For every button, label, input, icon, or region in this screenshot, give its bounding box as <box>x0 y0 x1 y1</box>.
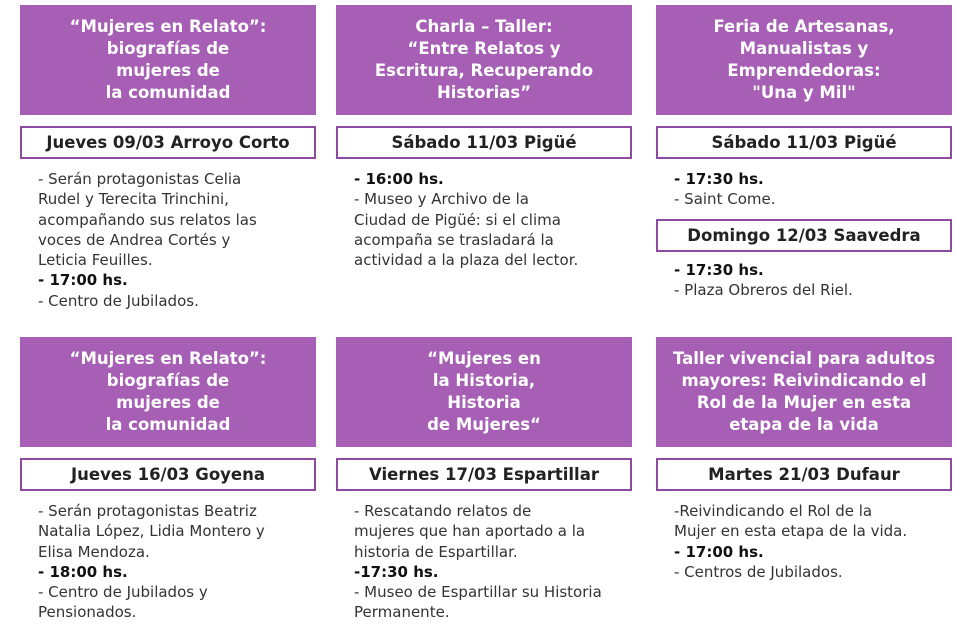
detail-line: - Serán protagonistas Celia <box>38 170 242 188</box>
detail-line: acompañando sus relatos las <box>38 210 257 229</box>
title-line: mayores: Reivindicando el <box>681 371 927 390</box>
event-title <box>336 5 632 115</box>
title-line: Feria de Artesanas, <box>713 17 895 36</box>
title-line: “Entre Relatos y <box>407 39 561 58</box>
event-date: Jueves 09/03 Arroyo Corto <box>20 126 316 159</box>
detail-line: Elisa Mendoza. <box>38 542 150 561</box>
title-line: “Mujeres en Relato”: <box>69 349 267 368</box>
detail-line: Leticia Feuilles. <box>38 251 153 270</box>
title-line: Rol de la Mujer en esta <box>696 393 912 412</box>
event-location: - Centro de Jubilados y <box>38 583 208 602</box>
event-card-1 <box>20 5 316 311</box>
detail-line: actividad a la plaza del lector. <box>354 251 579 270</box>
event-card-2 <box>336 5 632 270</box>
event-time: - 16:00 hs. <box>354 170 444 188</box>
event-title <box>20 5 316 115</box>
event-details <box>336 159 632 270</box>
event-date: Martes 21/03 Dufaur <box>656 458 952 491</box>
event-location: - Saint Come. <box>674 190 776 209</box>
event-date-2: Domingo 12/03 Saavedra <box>656 219 952 252</box>
event-location: - Centro de Jubilados. <box>38 291 199 310</box>
detail-line: -Reivindicando el Rol de la <box>674 502 873 520</box>
event-date: Viernes 17/03 Espartillar <box>336 458 632 491</box>
detail-line: voces de Andrea Cortés y <box>38 230 231 249</box>
event-title <box>20 337 316 447</box>
event-title <box>336 337 632 447</box>
title-line: Emprendedoras: <box>727 61 881 80</box>
event-date: Jueves 16/03 Goyena <box>20 458 316 491</box>
title-line: la comunidad <box>105 415 231 434</box>
title-line: la comunidad <box>105 83 231 102</box>
detail-line: Ciudad de Pigüé: si el clima <box>354 210 561 229</box>
event-location: - Plaza Obreros del Riel. <box>674 280 853 299</box>
title-line: biografías de <box>106 371 230 390</box>
event-time: - 17:00 hs. <box>38 271 128 290</box>
event-card-4 <box>20 337 316 623</box>
detail-line: Natalia López, Lidia Montero y <box>38 522 265 541</box>
title-line: “Mujeres en <box>427 349 541 368</box>
title-line: Taller vivencial para adultos <box>672 349 936 368</box>
event-details <box>20 159 316 311</box>
event-details <box>656 491 952 582</box>
event-details <box>336 491 632 623</box>
detail-line: - Rescatando relatos de <box>354 502 532 520</box>
title-line: etapa de la vida <box>729 415 879 434</box>
detail-line: acompaña se trasladará la <box>354 230 554 249</box>
event-time: -17:30 hs. <box>354 562 439 581</box>
event-location: - Museo de Espartillar su Historia <box>354 583 602 602</box>
event-time: - 17:30 hs. <box>674 260 764 279</box>
title-line: “Mujeres en Relato”: <box>69 17 267 36</box>
title-line: mujeres de <box>116 393 220 412</box>
detail-line: Permanente. <box>354 603 450 622</box>
title-line: Escritura, Recuperando <box>374 61 594 80</box>
title-line: Historias” <box>436 83 532 102</box>
title-line: Charla – Taller: <box>415 17 553 36</box>
title-line: la Historia, <box>432 371 536 390</box>
event-date: Sábado 11/03 Pigüé <box>336 126 632 159</box>
event-card-3 <box>656 5 952 300</box>
event-details <box>656 159 952 210</box>
event-date: Sábado 11/03 Pigüé <box>656 126 952 159</box>
event-card-5 <box>336 337 632 623</box>
detail-line: historia de Espartillar. <box>354 542 518 561</box>
detail-line: Rudel y Terecita Trinchini, <box>38 190 229 209</box>
event-time: - 17:00 hs. <box>674 542 764 561</box>
title-line: mujeres de <box>116 61 220 80</box>
event-time: - 17:30 hs. <box>674 170 764 188</box>
title-line: de Mujeres“ <box>427 415 541 434</box>
title-line: "Una y Mil" <box>752 83 856 102</box>
event-details-2 <box>656 252 952 301</box>
detail-line: Pensionados. <box>38 603 137 622</box>
title-line: Historia <box>447 393 521 412</box>
detail-line: - Serán protagonistas Beatriz <box>38 502 257 520</box>
detail-line: mujeres que han aportado a la <box>354 522 586 541</box>
title-line: biografías de <box>106 39 230 58</box>
title-line: Manualistas y <box>739 39 869 58</box>
event-title <box>656 5 952 115</box>
event-time: - 18:00 hs. <box>38 562 128 581</box>
event-details <box>20 491 316 623</box>
event-title <box>656 337 952 447</box>
detail-line: Mujer en esta etapa de la vida. <box>674 522 908 541</box>
detail-line: - Museo y Archivo de la <box>354 190 529 209</box>
event-location: - Centros de Jubilados. <box>674 562 843 581</box>
event-card-6 <box>656 337 952 582</box>
